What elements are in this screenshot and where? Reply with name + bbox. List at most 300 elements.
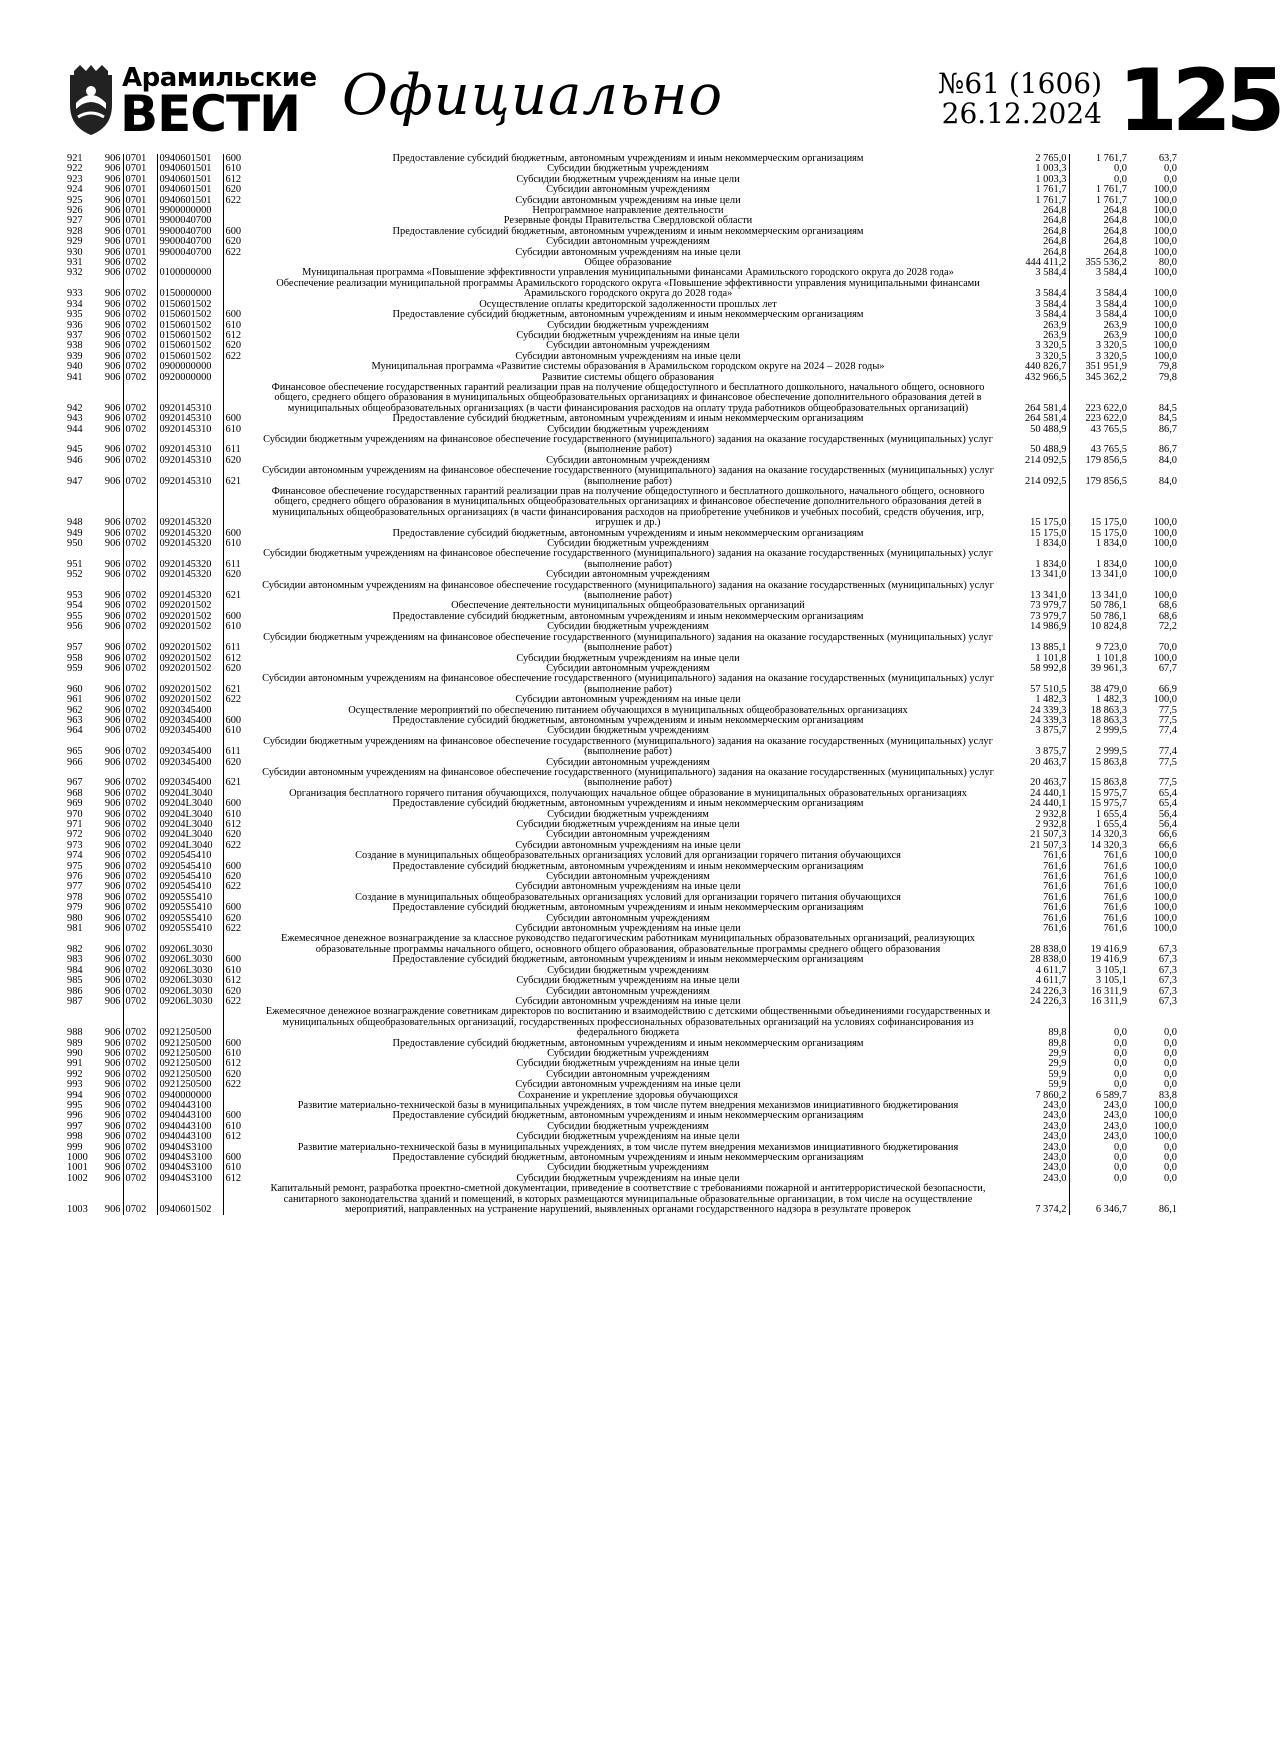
target-article: 09204L3040 <box>157 830 223 840</box>
section-code: 0702 <box>123 612 157 622</box>
expense-type: 612 <box>223 820 253 830</box>
row-number: 981 <box>67 923 83 935</box>
plan-amount: 264,8 <box>1043 246 1067 258</box>
grbs-code: 906 <box>104 860 121 872</box>
table-row <box>67 737 1179 758</box>
expense-type: 620 <box>223 456 253 466</box>
target-article: 0921250500 <box>157 1007 223 1038</box>
row-name: Субсидии бюджетным учреждениям <box>547 1162 709 1174</box>
row-name: Предоставление субсидий бюджетным, автономным учреждениям и иным некоммерческим организациям <box>392 1152 864 1163</box>
grbs-code: 906 <box>104 621 121 633</box>
target-article: 09206L3030 <box>157 955 223 965</box>
grbs-code: 906 <box>104 1162 121 1174</box>
plan-amount: 58 992,8 <box>1030 662 1067 674</box>
target-article: 0150601502 <box>157 300 223 310</box>
row-name: Субсидии бюджетным учреждениям <box>547 163 709 175</box>
row-name: Субсидии бюджетным учреждениям <box>547 1120 709 1132</box>
executed-amount: 3 105,1 <box>1069 966 1129 976</box>
row-name: Финансовое обеспечение государственных гарантий реализации прав на получение общедоступного и бесплатного дошкольного, начального общего, основного общего, среднего общего образования в муниципальных общеобразовательных организациях и финансовое обеспечение дополнительного образования детей в муниципальных общеобразовательных организациях (в части финансирования расходов на приобретение учебников и учебных пособий, средств обучения, игр, игрушек и др.) <box>271 486 985 529</box>
section-code: 0702 <box>123 1059 157 1069</box>
grbs-code: 906 <box>104 267 121 279</box>
row-name: Субсидии автономным учреждениям на иные цели <box>515 694 741 706</box>
executed-amount: 243,0 <box>1069 1132 1129 1142</box>
grbs-code: 906 <box>104 642 121 654</box>
expense-type <box>223 383 253 414</box>
grbs-code: 906 <box>104 704 121 716</box>
section-code: 0701 <box>123 227 157 237</box>
plan-amount: 263,9 <box>1043 329 1067 341</box>
execution-percent: 67,3 <box>1158 943 1177 955</box>
row-name: Субсидии бюджетным учреждениям на финансовое обеспечение государственного (муниципального) задания на оказание государственных (муниципальных) услуг (выполнение работ) <box>263 548 993 570</box>
target-article: 0150601502 <box>157 352 223 362</box>
target-article: 0920145320 <box>157 539 223 549</box>
table-row <box>67 633 1179 654</box>
executed-amount: 1 761,7 <box>1069 185 1129 195</box>
execution-percent: 100,0 <box>1153 298 1177 310</box>
plan-amount: 761,6 <box>1043 902 1067 914</box>
expense-type: 621 <box>223 674 253 695</box>
section-code: 0702 <box>123 851 157 861</box>
row-number: 996 <box>67 1110 83 1122</box>
executed-amount: 1 482,3 <box>1069 695 1129 705</box>
row-number: 960 <box>67 683 83 695</box>
row-number: 972 <box>67 829 83 841</box>
target-article: 0920145310 <box>157 425 223 435</box>
table-row <box>67 1007 1179 1038</box>
plan-amount: 243,0 <box>1043 1120 1067 1132</box>
section-code: 0702 <box>123 726 157 736</box>
executed-amount: 345 362,2 <box>1069 373 1129 383</box>
execution-percent: 100,0 <box>1153 319 1177 331</box>
grbs-code: 906 <box>104 964 121 976</box>
target-article: 09204L3040 <box>157 789 223 799</box>
expense-type: 620 <box>223 1070 253 1080</box>
plan-amount: 28 838,0 <box>1030 954 1067 966</box>
executed-amount: 761,6 <box>1069 903 1129 913</box>
execution-percent: 0,0 <box>1164 1141 1177 1153</box>
execution-percent: 100,0 <box>1153 1131 1177 1143</box>
expense-type: 620 <box>223 664 253 674</box>
target-article: 0100000000 <box>157 268 223 278</box>
section-code: 0702 <box>123 321 157 331</box>
row-number: 933 <box>67 288 83 300</box>
executed-amount: 0,0 <box>1069 1080 1129 1090</box>
issue-info <box>882 69 1102 129</box>
row-name: Субсидии автономным учреждениям на иные цели <box>515 1079 741 1091</box>
plan-amount: 264,8 <box>1043 236 1067 248</box>
row-number: 993 <box>67 1079 83 1091</box>
expense-type <box>223 362 253 372</box>
target-article: 0920201502 <box>157 612 223 622</box>
row-name: Субсидии автономным учреждениям на иные цели <box>515 246 741 258</box>
execution-percent: 100,0 <box>1153 267 1177 279</box>
grbs-code: 906 <box>104 413 121 425</box>
target-article: 0920345400 <box>157 758 223 768</box>
section-code: 0702 <box>123 549 157 570</box>
row-number: 961 <box>67 694 83 706</box>
plan-amount: 24 339,3 <box>1030 714 1067 726</box>
plan-amount: 243,0 <box>1043 1172 1067 1184</box>
section-code: 0702 <box>123 955 157 965</box>
grbs-code: 906 <box>104 694 121 706</box>
expense-type: 620 <box>223 830 253 840</box>
section-code: 0702 <box>123 279 157 300</box>
expense-type: 612 <box>223 1132 253 1142</box>
row-name: Предоставление субсидий бюджетным, автономным учреждениям и иным некоммерческим организациям <box>392 610 864 622</box>
expense-type: 612 <box>223 654 253 664</box>
plan-amount: 13 341,0 <box>1030 569 1067 581</box>
grbs-code: 906 <box>104 288 121 300</box>
executed-amount: 1 101,8 <box>1069 654 1129 664</box>
executed-amount: 761,6 <box>1069 872 1129 882</box>
expense-type: 612 <box>223 1059 253 1069</box>
plan-amount: 264 581,4 <box>1024 413 1067 425</box>
plan-amount: 3 875,7 <box>1035 725 1067 737</box>
table-row <box>67 310 1179 320</box>
grbs-code: 906 <box>104 475 121 487</box>
target-article: 9900040700 <box>157 237 223 247</box>
target-article: 0921250500 <box>157 1049 223 1059</box>
plan-amount: 7 374,2 <box>1035 1204 1067 1216</box>
row-number: 952 <box>67 569 83 581</box>
target-article: 09404S3100 <box>157 1174 223 1184</box>
row-name: Резервные фонды Правительства Свердловской области <box>503 215 753 227</box>
expense-type <box>223 1091 253 1101</box>
grbs-code: 906 <box>104 569 121 581</box>
row-number: 931 <box>67 257 83 269</box>
execution-percent: 77,4 <box>1158 725 1177 737</box>
target-article: 0920145310 <box>157 466 223 487</box>
executed-amount: 0,0 <box>1069 1143 1129 1153</box>
grbs-code: 906 <box>104 538 121 550</box>
target-article: 9900040700 <box>157 248 223 258</box>
grbs-code: 906 <box>104 309 121 321</box>
target-article: 09205S5410 <box>157 893 223 903</box>
execution-percent: 65,4 <box>1158 787 1177 799</box>
row-name: Субсидии автономным учреждениям <box>546 829 710 841</box>
grbs-code: 906 <box>104 454 121 466</box>
executed-amount: 18 863,3 <box>1069 716 1129 726</box>
expense-type: 600 <box>223 154 253 164</box>
row-name: Субсидии автономным учреждениям <box>546 756 710 768</box>
execution-percent: 79,8 <box>1158 371 1177 383</box>
row-number: 974 <box>67 850 83 862</box>
executed-amount: 6 346,7 <box>1069 1184 1129 1215</box>
executed-amount: 0,0 <box>1069 1070 1129 1080</box>
plan-amount: 3 584,4 <box>1035 298 1067 310</box>
row-name: Обеспечение деятельности муниципальных общеобразовательных организаций <box>451 600 805 612</box>
execution-percent: 100,0 <box>1153 309 1177 321</box>
grbs-code: 906 <box>104 975 121 987</box>
row-name: Субсидии бюджетным учреждениям на иные цели <box>516 652 740 664</box>
plan-amount: 24 339,3 <box>1030 704 1067 716</box>
section-code: 0702 <box>123 737 157 758</box>
plan-amount: 3 584,4 <box>1035 288 1067 300</box>
execution-percent: 100,0 <box>1153 527 1177 539</box>
grbs-code: 906 <box>104 995 121 1007</box>
expense-type: 620 <box>223 914 253 924</box>
row-name: Осуществление оплаты кредиторской задолженности прошлых лет <box>479 298 777 310</box>
execution-percent: 0,0 <box>1164 163 1177 175</box>
section-code: 0702 <box>123 383 157 414</box>
row-name: Предоставление субсидий бюджетным, автономным учреждениям и иным некоммерческим организациям <box>392 714 864 726</box>
grbs-code: 906 <box>104 683 121 695</box>
plan-amount: 89,8 <box>1048 1027 1067 1039</box>
target-article: 0940601502 <box>157 1184 223 1215</box>
expense-type: 610 <box>223 539 253 549</box>
target-article: 0940601501 <box>157 175 223 185</box>
target-article: 09206L3030 <box>157 966 223 976</box>
plan-amount: 264,8 <box>1043 215 1067 227</box>
execution-percent: 100,0 <box>1153 329 1177 341</box>
table-row <box>67 934 1179 955</box>
row-name: Финансовое обеспечение государственных гарантий реализации прав на получение общедоступного и бесплатного дошкольного, начального общего, основного общего, среднего общего образования в муниципальных общеобразовательных организациях и финансовое обеспечение дополнительного образования детей в муниципальных общеобразовательных организациях (в части финансирования расходов на оплату труда работников общеобразовательных организаций) <box>271 381 985 414</box>
section-code: 0702 <box>123 456 157 466</box>
expense-type: 612 <box>223 1174 253 1184</box>
section-code: 0702 <box>123 1007 157 1038</box>
row-name: Капитальный ремонт, разработка проектно-сметной документации, приведение в соответствие с требованиями пожарной и антитеррористической безопасности, санитарного законодательства зданий и помещений, в которых размещаются муниципальные образовательные организации, в том числе на осуществление мероприятий, направленных на устранение нарушений, выявленных органами государственного надзора в результате проверок <box>270 1183 986 1216</box>
target-article: 09204L3040 <box>157 841 223 851</box>
expense-type: 600 <box>223 1039 253 1049</box>
target-article: 0920201502 <box>157 664 223 674</box>
row-number: 954 <box>67 600 83 612</box>
expense-type: 621 <box>223 768 253 789</box>
target-article: 09206L3030 <box>157 987 223 997</box>
execution-percent: 77,5 <box>1158 777 1177 789</box>
executed-amount: 3 320,5 <box>1069 352 1129 362</box>
expense-type <box>223 1007 253 1038</box>
row-name: Предоставление субсидий бюджетным, автономным учреждениям и иным некоммерческим организациям <box>392 225 864 237</box>
table-row <box>67 414 1179 424</box>
row-name: Субсидии бюджетным учреждениям на иные цели <box>516 1131 740 1143</box>
target-article: 09204L3040 <box>157 810 223 820</box>
grbs-code: 906 <box>104 610 121 622</box>
expense-type <box>223 934 253 955</box>
table-row <box>67 768 1179 789</box>
section-code: 0702 <box>123 622 157 632</box>
row-name: Субсидии бюджетным учреждениям на иные цели <box>516 1172 740 1184</box>
plan-amount: 7 860,2 <box>1035 1089 1067 1101</box>
row-number: 973 <box>67 839 83 851</box>
expense-type: 612 <box>223 331 253 341</box>
row-name: Развитие материально-технической базы в муниципальных учреждениях, в том числе путем внедрения механизмов инициативного бюджетирования <box>297 1099 959 1111</box>
plan-amount: 243,0 <box>1043 1141 1067 1153</box>
plan-amount: 15 175,0 <box>1030 527 1067 539</box>
execution-percent: 100,0 <box>1153 184 1177 196</box>
grbs-code: 906 <box>104 881 121 893</box>
execution-percent: 0,0 <box>1164 173 1177 185</box>
table-row <box>67 487 1179 529</box>
executed-amount: 50 786,1 <box>1069 612 1129 622</box>
executed-amount: 1 834,0 <box>1069 539 1129 549</box>
expense-type: 610 <box>223 1163 253 1173</box>
execution-percent: 100,0 <box>1153 225 1177 237</box>
row-number: 970 <box>67 808 83 820</box>
section-code: 0702 <box>123 601 157 611</box>
executed-amount: 2 999,5 <box>1069 737 1129 758</box>
expense-type: 600 <box>223 227 253 237</box>
row-name: Субсидии бюджетным учреждениям <box>547 423 709 435</box>
target-article: 0920545410 <box>157 882 223 892</box>
row-number: 938 <box>67 340 83 352</box>
expense-type: 600 <box>223 903 253 913</box>
grbs-code: 906 <box>104 787 121 799</box>
section-code: 0702 <box>123 352 157 362</box>
target-article: 0920345400 <box>157 706 223 716</box>
plan-amount: 440 826,7 <box>1024 361 1067 373</box>
section-title: Официально <box>342 63 724 128</box>
plan-amount: 3 584,4 <box>1035 309 1067 321</box>
row-name: Субсидии автономным учреждениям <box>546 662 710 674</box>
row-number: 941 <box>67 371 83 383</box>
section-code: 0702 <box>123 414 157 424</box>
row-number: 928 <box>67 225 83 237</box>
row-number: 971 <box>67 819 83 830</box>
grbs-code: 906 <box>104 423 121 435</box>
execution-percent: 0,0 <box>1164 1037 1177 1049</box>
executed-amount: 761,6 <box>1069 914 1129 924</box>
row-number: 953 <box>67 590 83 602</box>
target-article: 0921250500 <box>157 1039 223 1049</box>
execution-percent: 100,0 <box>1153 1120 1177 1132</box>
executed-amount: 179 856,5 <box>1069 466 1129 487</box>
target-article: 0920201502 <box>157 695 223 705</box>
expense-type <box>223 206 253 216</box>
newspaper-logo <box>66 63 317 143</box>
row-number: 923 <box>67 173 83 185</box>
section-code: 0702 <box>123 1101 157 1111</box>
target-article: 0921250500 <box>157 1070 223 1080</box>
row-number: 1001 <box>67 1162 88 1174</box>
row-number: 995 <box>67 1099 83 1111</box>
executed-amount: 1 655,4 <box>1069 820 1129 830</box>
grbs-code: 906 <box>104 902 121 914</box>
executed-amount: 18 863,3 <box>1069 706 1129 716</box>
target-article: 09404S3100 <box>157 1153 223 1163</box>
grbs-code: 906 <box>104 871 121 883</box>
plan-amount: 29,9 <box>1048 1058 1067 1070</box>
execution-percent: 70,0 <box>1158 642 1177 654</box>
expense-type: 622 <box>223 352 253 362</box>
grbs-code: 906 <box>104 798 121 810</box>
executed-amount: 179 856,5 <box>1069 456 1129 466</box>
row-name: Сохранение и укрепление здоровья обучающихся <box>518 1089 738 1101</box>
row-number: 951 <box>67 558 83 570</box>
row-name: Ежемесячное денежное вознаграждение советникам директоров по воспитанию и взаимодействию с детскими общественными объединениями государственных и муниципальных общеобразовательных организаций, государственных профессиональных образовательных организаций на условиях софинансирования из федерального бюджета <box>265 1006 991 1039</box>
executed-amount: 761,6 <box>1069 862 1129 872</box>
executed-amount: 13 341,0 <box>1069 570 1129 580</box>
execution-percent: 56,4 <box>1158 819 1177 830</box>
section-code: 0702 <box>123 997 157 1007</box>
expense-type: 610 <box>223 425 253 435</box>
logo-title-top: Арамильские <box>122 63 317 93</box>
row-number: 942 <box>67 402 83 414</box>
row-number: 950 <box>67 538 83 550</box>
row-number: 962 <box>67 704 83 716</box>
executed-amount: 15 975,7 <box>1069 799 1129 809</box>
executed-amount: 1 655,4 <box>1069 810 1129 820</box>
grbs-code: 906 <box>104 1172 121 1184</box>
execution-percent: 84,0 <box>1158 454 1177 466</box>
executed-amount: 16 311,9 <box>1069 997 1129 1007</box>
row-number: 992 <box>67 1068 83 1080</box>
execution-percent: 77,5 <box>1158 704 1177 716</box>
executed-amount: 15 175,0 <box>1069 529 1129 539</box>
row-name: Предоставление субсидий бюджетным, автономным учреждениям и иным некоммерческим организациям <box>392 153 864 164</box>
coat-of-arms-icon <box>66 65 116 137</box>
grbs-code: 906 <box>104 1058 121 1070</box>
grbs-code: 906 <box>104 298 121 310</box>
expense-type <box>223 279 253 300</box>
executed-amount: 1 834,0 <box>1069 549 1129 570</box>
target-article: 0920345400 <box>157 737 223 758</box>
expense-type <box>223 487 253 529</box>
row-name: Субсидии бюджетным учреждениям <box>547 538 709 550</box>
execution-percent: 100,0 <box>1153 871 1177 883</box>
plan-amount: 24 226,3 <box>1030 985 1067 997</box>
grbs-code: 906 <box>104 1110 121 1122</box>
expense-type: 610 <box>223 726 253 736</box>
expense-type: 600 <box>223 414 253 424</box>
expense-type <box>223 268 253 278</box>
execution-percent: 100,0 <box>1153 340 1177 352</box>
expense-type: 622 <box>223 924 253 934</box>
execution-percent: 84,5 <box>1158 413 1177 425</box>
target-article: 0920000000 <box>157 373 223 383</box>
executed-amount: 50 786,1 <box>1069 601 1129 611</box>
section-code: 0702 <box>123 1174 157 1184</box>
expense-type: 622 <box>223 1080 253 1090</box>
row-name: Субсидии автономным учреждениям <box>546 569 710 581</box>
grbs-code: 906 <box>104 912 121 924</box>
execution-percent: 77,5 <box>1158 756 1177 768</box>
section-code: 0702 <box>123 903 157 913</box>
plan-amount: 761,6 <box>1043 850 1067 862</box>
execution-percent: 67,3 <box>1158 995 1177 1007</box>
plan-amount: 3 875,7 <box>1035 746 1067 758</box>
execution-percent: 0,0 <box>1164 1047 1177 1059</box>
table-row <box>67 1184 1179 1215</box>
section-code: 0702 <box>123 1132 157 1142</box>
execution-percent: 66,9 <box>1158 683 1177 695</box>
table-row <box>67 581 1179 602</box>
row-name: Предоставление субсидий бюджетным, автономным учреждениям и иным некоммерческим организациям <box>392 860 864 872</box>
plan-amount: 57 510,5 <box>1030 683 1067 695</box>
grbs-code: 906 <box>104 1152 121 1163</box>
grbs-code: 906 <box>104 1068 121 1080</box>
target-article: 09206L3030 <box>157 976 223 986</box>
row-number: 936 <box>67 319 83 331</box>
section-code: 0701 <box>123 206 157 216</box>
row-number: 925 <box>67 194 83 206</box>
executed-amount: 0,0 <box>1069 1059 1129 1069</box>
grbs-code: 906 <box>104 985 121 997</box>
plan-amount: 50 488,9 <box>1030 444 1067 456</box>
execution-percent: 79,8 <box>1158 361 1177 373</box>
grbs-code: 906 <box>104 943 121 955</box>
executed-amount: 19 416,9 <box>1069 955 1129 965</box>
plan-amount: 243,0 <box>1043 1099 1067 1111</box>
execution-percent: 67,3 <box>1158 964 1177 976</box>
expense-type: 600 <box>223 529 253 539</box>
expense-type: 612 <box>223 976 253 986</box>
section-code: 0702 <box>123 924 157 934</box>
plan-amount: 761,6 <box>1043 871 1067 883</box>
section-code: 0702 <box>123 862 157 872</box>
row-number: 944 <box>67 423 83 435</box>
expense-type: 620 <box>223 185 253 195</box>
grbs-code: 906 <box>104 517 121 529</box>
